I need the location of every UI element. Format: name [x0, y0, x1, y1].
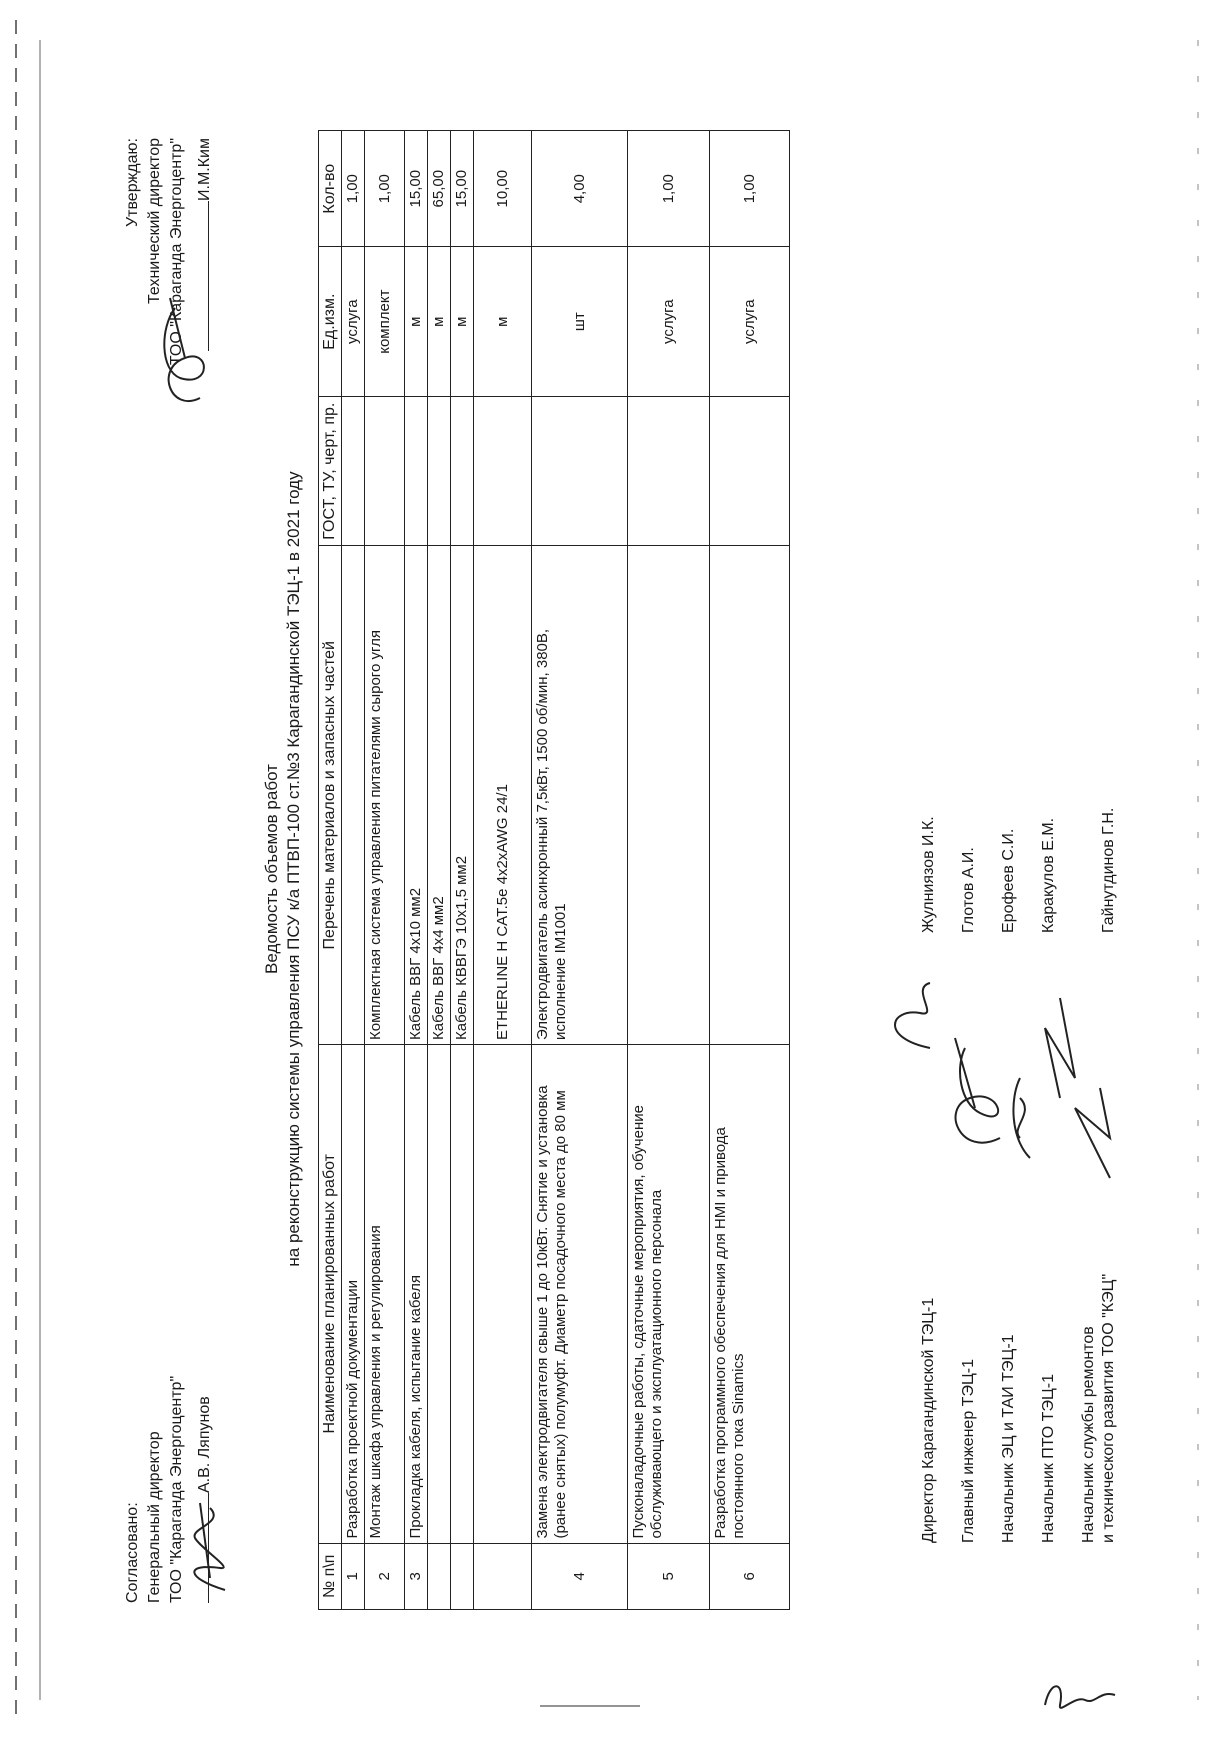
cell-unit: м [428, 247, 451, 397]
cell-material [710, 546, 790, 1045]
cell-gost [628, 396, 710, 546]
cell-qty: 4,00 [532, 131, 628, 247]
cell-num [428, 1543, 451, 1609]
signatory-name: Гайнутдинов Г.Н. [1100, 807, 1117, 933]
cell-unit: услуга [710, 247, 790, 397]
cell-gost [474, 396, 532, 546]
cell-gost [451, 396, 474, 546]
cell-material: Кабель ВВГ 4х4 мм2 [428, 546, 451, 1045]
cell-material: Кабель ВВГ 4х10 мм2 [405, 546, 428, 1045]
cell-material [628, 546, 710, 1045]
signatory-position: Главный инженер ТЭЦ-1 [960, 1358, 977, 1543]
signatory-name: Ерофеев С.И. [1000, 828, 1017, 933]
table-row [474, 131, 532, 1610]
cell-num: 6 [710, 1543, 790, 1609]
cell-qty: 15,00 [405, 131, 428, 247]
cell-work: Монтаж шкафа управления и регулирования [365, 1045, 405, 1544]
agreed-heading: Согласовано: [124, 1502, 141, 1603]
table-row [451, 131, 474, 1610]
cell-num: 5 [628, 1543, 710, 1609]
approval-heading: Утверждаю: [124, 138, 141, 227]
cell-num [474, 1543, 532, 1609]
signatory-position: Начальник ПТО ТЭЦ-1 [1040, 1373, 1057, 1543]
cell-num [451, 1543, 474, 1609]
table-row [405, 131, 428, 1610]
table-row [710, 131, 790, 1610]
cell-num: 2 [365, 1543, 405, 1609]
signatory-name: Глотов А.И. [960, 847, 977, 933]
cell-gost [532, 396, 628, 546]
cell-work: Пусконаладочные работы, сдаточные мероприятия, обучение обслуживающего и эксплуатационного персонала [628, 1045, 710, 1544]
cell-material: Кабель КВВГЭ 10х1,5 мм2 [451, 546, 474, 1045]
cell-work [428, 1045, 451, 1544]
cell-gost [710, 396, 790, 546]
cell-num: 4 [532, 1543, 628, 1609]
signatory-position: Начальник службы ремонтов [1080, 1326, 1097, 1543]
cell-qty: 1,00 [628, 131, 710, 247]
signatory-name: Жулниязов И.К. [920, 816, 937, 933]
table-row [532, 131, 628, 1610]
cell-qty: 15,00 [451, 131, 474, 247]
cell-unit: комплект [365, 247, 405, 397]
signatory-position: Директор Карагандинской ТЭЦ-1 [920, 1297, 937, 1543]
table-row [428, 131, 451, 1610]
col-header-unit: Ед.изм. [319, 247, 342, 397]
signatory-signatures [860, 938, 1120, 1198]
cell-unit: м [451, 247, 474, 397]
cell-gost [428, 396, 451, 546]
agreed-signature [180, 1488, 240, 1598]
cell-material: Комплектная система управления питателями сырого угля [365, 546, 405, 1045]
cell-work: Замена электродвигателя свыше 1 до 10кВт. Снятие и установка (ранее снятых) полумуфт. Диаметр посадочного места до 80 мм [532, 1045, 628, 1544]
agreed-name: А.В. Ляпунов [196, 1396, 213, 1493]
col-header-qty: Кол-во [319, 131, 342, 247]
signatory-name: Каракулов Е.М. [1040, 817, 1057, 933]
approval-signature [150, 278, 220, 418]
signatory-position: Начальник ЭЦ и ТАИ ТЭЦ-1 [1000, 1334, 1017, 1543]
cell-unit: услуга [342, 247, 365, 397]
agreed-company: ТОО "Караганда Энергоцентр" [168, 1375, 185, 1603]
signatory-position-line2: и технического развития ТОО "КЭЦ" [1100, 1273, 1117, 1543]
col-header-material: Перечень материалов и запасных частей [319, 546, 342, 1045]
cell-material: ETHERLINE H CAT.5e 4x2xAWG 24/1 [474, 546, 532, 1045]
works-table [318, 130, 790, 1610]
col-header-work: Наименование планированных работ [319, 1045, 342, 1544]
approval-name: И.М.Ким [196, 138, 213, 201]
cell-unit: шт [532, 247, 628, 397]
table-header-row [319, 131, 342, 1610]
table-row [628, 131, 710, 1610]
cell-qty: 65,00 [428, 131, 451, 247]
cell-work [451, 1045, 474, 1544]
col-header-gost: ГОСТ, ТУ, черт, пр. [319, 396, 342, 546]
approval-company: ТОО "Карагандa Энергоцентр" [168, 138, 185, 366]
cell-qty: 1,00 [342, 131, 365, 247]
cell-qty: 10,00 [474, 131, 532, 247]
agreed-position: Генеральный директор [146, 1431, 163, 1603]
cell-num: 1 [342, 1543, 365, 1609]
cell-gost [405, 396, 428, 546]
cell-qty: 1,00 [365, 131, 405, 247]
cell-unit: услуга [628, 247, 710, 397]
cell-work: Разработка проектной документации [342, 1045, 365, 1544]
cell-unit: м [405, 247, 428, 397]
cell-unit: м [474, 247, 532, 397]
cell-work: Разработка программного обеспечения для HMI и привода постоянного тока Sinamics [710, 1045, 790, 1544]
document-subtitle: на реконструкцию системы управления ПСУ к/а ПТВП-100 ст.№3 Карагандинской ТЭЦ-1 в 2021 году [284, 471, 303, 1267]
cell-material: Электродвигатель асинхронный 7,5кВт, 1500 об/мин, 380В, исполнение IM1001 [532, 546, 628, 1045]
cell-gost [342, 396, 365, 546]
cell-num: 3 [405, 1543, 428, 1609]
document-title: Ведомость объемов работ [262, 764, 281, 974]
initials-signature [1040, 1670, 1130, 1720]
table-row [342, 131, 365, 1610]
table-row [365, 131, 405, 1610]
cell-work [474, 1045, 532, 1544]
cell-qty: 1,00 [710, 131, 790, 247]
approval-position: Технический директор [146, 138, 163, 304]
cell-work: Прокладка кабеля, испытание кабеля [405, 1045, 428, 1544]
cell-gost [365, 396, 405, 546]
cell-material [342, 546, 365, 1045]
col-header-num: № п\п [319, 1543, 342, 1609]
